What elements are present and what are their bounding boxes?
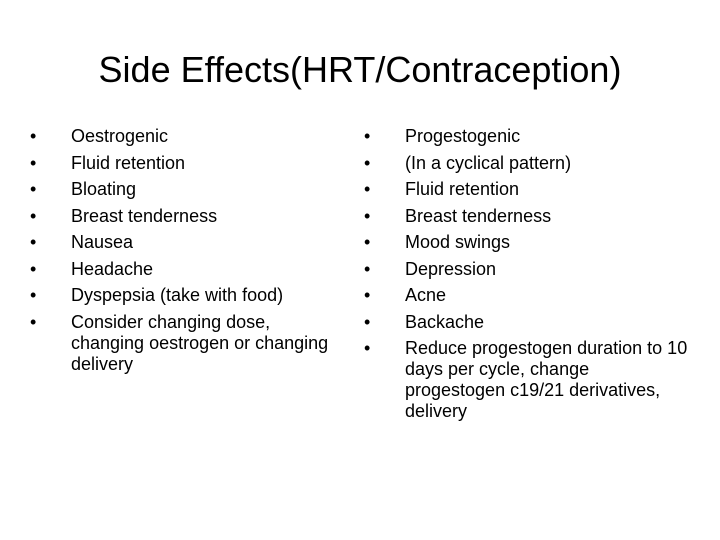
oestrogenic-column xyxy=(30,126,330,380)
progestogenic-column xyxy=(364,126,694,428)
bullet-icon: • xyxy=(364,126,371,146)
list-item-text: Progestogenic xyxy=(405,126,521,146)
list-item-text: Backache xyxy=(405,311,485,332)
list-item xyxy=(364,338,694,422)
bullet-icon: • xyxy=(364,258,371,279)
list-item xyxy=(364,232,694,253)
list-item xyxy=(364,312,694,333)
list-item-text: Fluid retention xyxy=(405,179,520,199)
bullet-icon: • xyxy=(30,258,37,279)
bullet-icon: • xyxy=(364,285,371,305)
list-item xyxy=(30,126,330,147)
list-item xyxy=(30,153,330,174)
list-item-text: Fluid retention xyxy=(71,152,186,173)
list-item-text: Breast tenderness xyxy=(71,205,218,226)
list-item xyxy=(30,206,330,227)
bullet-icon: • xyxy=(30,285,37,305)
list-item-text: (In a cyclical pattern) xyxy=(405,152,572,173)
list-item xyxy=(30,259,330,280)
list-item xyxy=(364,259,694,280)
bullet-icon: • xyxy=(364,179,371,199)
bullet-icon: • xyxy=(364,152,371,173)
list-item-text: Dyspepsia (take with food) xyxy=(71,285,284,305)
bullet-icon: • xyxy=(30,205,37,226)
list-item-text: Depression xyxy=(405,258,497,279)
list-item xyxy=(364,126,694,147)
list-item-text: Reduce progestogen duration to 10 days per cycle, change progestogen c19/21 derivatives, delivery xyxy=(405,338,688,421)
bullet-icon: • xyxy=(364,232,371,252)
bullet-icon: • xyxy=(30,311,37,332)
list-item-text: Oestrogenic xyxy=(71,126,169,146)
bullet-icon: • xyxy=(364,205,371,226)
list-item-text: Mood swings xyxy=(405,232,511,252)
list-item xyxy=(30,232,330,253)
slide-title: Side Effects(HRT/Contraception) xyxy=(98,49,622,90)
list-item xyxy=(30,179,330,200)
bullet-icon: • xyxy=(30,232,37,252)
bullet-icon: • xyxy=(30,126,37,146)
bullet-icon: • xyxy=(30,152,37,173)
list-item-text: Acne xyxy=(405,285,447,305)
list-item xyxy=(30,285,330,306)
list-item xyxy=(364,285,694,306)
list-item-text: Consider changing dose, changing oestrogen or changing delivery xyxy=(71,311,329,374)
bullet-icon: • xyxy=(364,311,371,332)
bullet-icon: • xyxy=(30,179,37,199)
list-item-text: Bloating xyxy=(71,179,137,199)
list-item xyxy=(364,206,694,227)
list-item xyxy=(364,179,694,200)
list-item xyxy=(364,153,694,174)
list-item-text: Breast tenderness xyxy=(405,205,552,226)
list-item-text: Nausea xyxy=(71,232,134,252)
list-item xyxy=(30,312,330,375)
bullet-icon: • xyxy=(364,338,371,358)
list-item-text: Headache xyxy=(71,258,154,279)
